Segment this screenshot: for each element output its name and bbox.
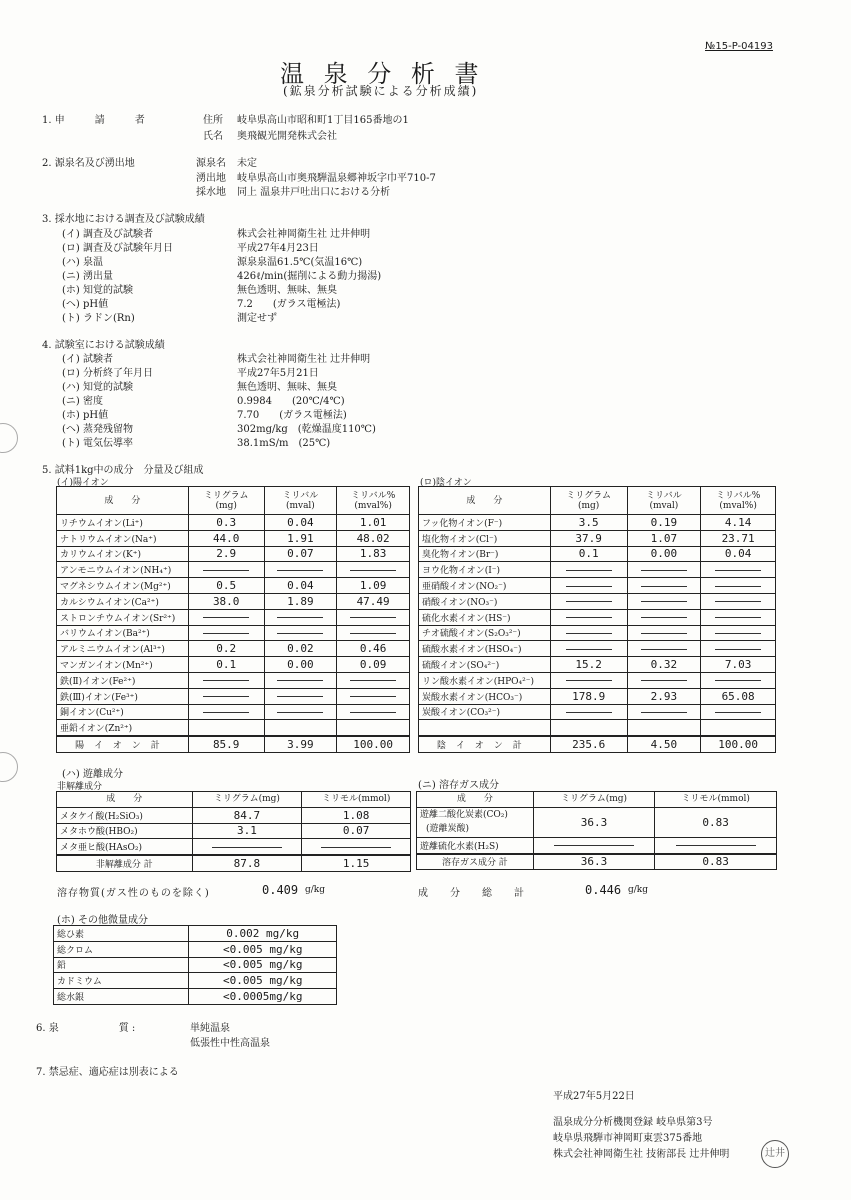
ion-mval: 1.91: [264, 530, 337, 546]
empty-cell: [627, 609, 701, 625]
total-mmol: 0.83: [655, 854, 777, 870]
empty-cell: [337, 625, 410, 641]
s4-item-key: (ヘ) 蒸発残留物: [62, 424, 133, 435]
empty-cell: [701, 672, 776, 688]
ion-pct: 1.09: [337, 578, 410, 594]
s3-item-value: 測定せず: [237, 313, 277, 324]
punch-hole-icon: [0, 752, 18, 782]
ion-mg: 44.0: [188, 530, 264, 546]
total-label: 非解離成分 計: [57, 855, 193, 871]
ion-pct: 65.08: [701, 688, 776, 704]
total-row: [419, 736, 776, 752]
col-header-name: 成 分: [419, 487, 551, 515]
ion-mg: 3.5: [550, 515, 627, 531]
empty-cell: [550, 609, 627, 625]
s4-item-value: 無色透明、無味、無臭: [237, 382, 337, 393]
empty-cell: [264, 704, 337, 720]
source-name-key: 源泉名: [196, 158, 226, 169]
trace-value: <0.005 mg/kg: [189, 973, 337, 989]
component-name: メタ亜ヒ酸(HAsO₂): [57, 839, 193, 855]
table-row: [57, 546, 410, 562]
trace-value: 0.002 mg/kg: [189, 926, 337, 942]
table-row: [54, 989, 337, 1005]
table-row: [419, 530, 776, 546]
ion-pct: 48.02: [337, 530, 410, 546]
trace-name: 鉛: [54, 957, 189, 973]
component-name: メタホウ酸(HBO₂): [57, 823, 193, 839]
empty-cell: [701, 720, 776, 736]
ion-mval: 0.07: [264, 546, 337, 562]
s3-item-value: 7.2 (ガラス電極法): [237, 299, 341, 310]
table-row: [419, 578, 776, 594]
document-number: №15-P-04193: [705, 41, 773, 52]
ion-mg: 0.3: [188, 515, 264, 531]
ion-mg: 37.9: [550, 530, 627, 546]
table-row: [57, 625, 410, 641]
issue-date: 平成27年5月22日: [553, 1091, 635, 1102]
s4-item-value: 株式会社神岡衛生社 辻井伸明: [237, 354, 371, 365]
s4-item-key: (ニ) 密度: [62, 396, 103, 407]
s4-item-value: 38.1mS/m (25℃): [237, 438, 331, 449]
col-header-mg: ミリグラム (mg): [188, 487, 264, 515]
empty-cell: [701, 641, 776, 657]
total-label: 陰イオン計: [419, 736, 551, 752]
s3-item-value: 無色透明、無味、無臭: [237, 285, 337, 296]
ion-name: バリウムイオン(Ba²⁺): [57, 625, 189, 641]
empty-cell: [337, 562, 410, 578]
empty-cell: [188, 609, 264, 625]
empty-cell: [550, 625, 627, 641]
s4-item-key: (ホ) pH値: [62, 410, 109, 421]
table-row: [57, 839, 411, 855]
undissociated-title: (ハ) 遊離成分: [62, 769, 123, 780]
ion-name: 硫化水素イオン(HS⁻): [419, 609, 551, 625]
table-row: [57, 672, 410, 688]
empty-cell: [188, 720, 264, 736]
ion-name: マグネシウムイオン(Mg²⁺): [57, 578, 189, 594]
sampling-point: 同上 温泉井戸吐出口における分析: [237, 187, 391, 198]
ion-name: [419, 720, 551, 736]
source-name: 未定: [237, 158, 257, 169]
trace-title: (ホ) その他微量成分: [57, 915, 148, 926]
component-mg: 84.7: [192, 807, 302, 823]
component-mg: 3.1: [192, 823, 302, 839]
total-label: 陽イオン計: [57, 736, 189, 752]
undissociated-table: [56, 791, 411, 872]
empty-cell: [550, 704, 627, 720]
ion-mg: 0.1: [188, 657, 264, 673]
gas-title: (ニ) 溶存ガス成分: [418, 780, 499, 791]
ion-mval: 0.00: [627, 546, 701, 562]
col-header-pct: ミリバル% (mval%): [701, 487, 776, 515]
empty-cell: [655, 837, 777, 853]
ion-name: 炭酸水素イオン(HCO₃⁻): [419, 688, 551, 704]
ion-mval: 2.93: [627, 688, 701, 704]
section-3-label: 3. 採水地における調査及び試験成績: [42, 214, 205, 225]
col-header-name: 成 分: [57, 792, 193, 808]
s4-item-key: (イ) 試験者: [62, 354, 113, 365]
table-row: [419, 562, 776, 578]
empty-cell: [188, 562, 264, 578]
s4-item-value: 0.9984 (20℃/4℃): [237, 396, 345, 407]
sampling-point-key: 採水地: [196, 187, 226, 198]
empty-cell: [192, 839, 302, 855]
table-row: [419, 515, 776, 531]
source-location-key: 湧出地: [196, 173, 226, 184]
ion-mval: 0.32: [627, 657, 701, 673]
s4-item-value: 平成27年5月21日: [237, 368, 319, 379]
table-row: [54, 973, 337, 989]
empty-cell: [627, 704, 701, 720]
ion-mg: 2.9: [188, 546, 264, 562]
col-header-mval: ミリバル (mval): [264, 487, 337, 515]
s3-item-value: 株式会社神岡衛生社 辻井伸明: [237, 229, 371, 240]
empty-cell: [550, 562, 627, 578]
trace-name: 総水銀: [54, 989, 189, 1005]
ion-pct: 1.83: [337, 546, 410, 562]
col-header-name: 成 分: [57, 487, 189, 515]
spring-type: 単純温泉: [190, 1023, 230, 1034]
empty-cell: [550, 720, 627, 736]
table-row: [419, 641, 776, 657]
ion-name: 鉄(Ⅱ)イオン(Fe²⁺): [57, 672, 189, 688]
section-4-label: 4. 試験室における試験成績: [42, 340, 165, 351]
col-header-name: 成 分: [417, 792, 534, 808]
ion-pct: 7.03: [701, 657, 776, 673]
component-mg: 36.3: [533, 807, 655, 837]
table-row: [57, 530, 410, 546]
total-row: [417, 854, 777, 870]
table-row: [419, 704, 776, 720]
ion-mval: 0.02: [264, 641, 337, 657]
ion-name: 塩化物イオン(Cl⁻): [419, 530, 551, 546]
section-1-label: 1. 申 請 者: [42, 115, 145, 126]
table-row: [419, 672, 776, 688]
trace-name: 総ひ素: [54, 926, 189, 942]
table-row: [54, 957, 337, 973]
ion-name: 亜鉛イオン(Zn²⁺): [57, 720, 189, 736]
ion-mval: 1.89: [264, 593, 337, 609]
applicant-name-key: 氏名: [203, 131, 223, 142]
col-header-mval: ミリバル (mval): [627, 487, 701, 515]
personal-seal-icon: [761, 1140, 789, 1168]
empty-cell: [701, 593, 776, 609]
s3-item-value: 源泉泉温61.5℃(気温16℃): [237, 257, 363, 268]
table-header-row: [417, 792, 777, 808]
ion-name: アンモニウムイオン(NH₄⁺): [57, 562, 189, 578]
section-7-label: 7. 禁忌症、適応症は別表による: [36, 1067, 179, 1078]
ion-name: 銅イオン(Cu²⁺): [57, 704, 189, 720]
s3-item-value: 426ℓ/min(掘削による動力揚湯): [237, 271, 382, 282]
s4-item-value: 7.70 (ガラス電極法): [237, 410, 347, 421]
dissolved-unit: g/kg: [305, 885, 326, 895]
empty-cell: [627, 625, 701, 641]
ion-name: 亜硝酸イオン(NO₂⁻): [419, 578, 551, 594]
table-row: [417, 837, 777, 853]
table-row: [57, 823, 411, 839]
trace-name: 総クロム: [54, 941, 189, 957]
component-name: 遊離硫化水素(H₂S): [417, 837, 534, 853]
ion-name: チオ硫酸イオン(S₂O₃²⁻): [419, 625, 551, 641]
ion-name: 硝酸イオン(NO₃⁻): [419, 593, 551, 609]
trace-name: カドミウム: [54, 973, 189, 989]
trace-table: [53, 925, 337, 1005]
empty-cell: [550, 593, 627, 609]
gas-co2-note: (遊離炭酸): [426, 824, 470, 835]
section-2-label: 2. 源泉名及び湧出地: [42, 158, 135, 169]
table-row: [419, 688, 776, 704]
col-header-mmol: ミリモル(mmol): [655, 792, 777, 808]
component-mmol: 0.07: [302, 823, 411, 839]
s3-item-key: (ハ) 泉温: [62, 257, 103, 268]
table-row: [419, 593, 776, 609]
empty-cell: [188, 672, 264, 688]
total-pct: 100.00: [337, 736, 410, 752]
gas-co2-name: 遊離二酸化炭素(CO₂): [420, 810, 508, 821]
total-mval: 4.50: [627, 736, 701, 752]
empty-cell: [264, 609, 337, 625]
ion-name: 鉄(Ⅲ)イオン(Fe³⁺): [57, 688, 189, 704]
empty-cell: [701, 562, 776, 578]
ion-name: カルシウムイオン(Ca²⁺): [57, 593, 189, 609]
trace-value: <0.005 mg/kg: [189, 957, 337, 973]
empty-cell: [337, 609, 410, 625]
empty-cell: [627, 641, 701, 657]
ion-mg: 0.5: [188, 578, 264, 594]
s3-item-key: (ロ) 調査及び試験年月日: [62, 243, 173, 254]
total-components-value: 0.446: [585, 883, 622, 897]
total-mg: 85.9: [188, 736, 264, 752]
table-row: [57, 807, 411, 823]
ion-mg: 0.2: [188, 641, 264, 657]
table-row: [419, 625, 776, 641]
ion-name: フッ化物イオン(F⁻): [419, 515, 551, 531]
empty-cell: [533, 837, 655, 853]
table-row: [57, 593, 410, 609]
ion-pct: 23.71: [701, 530, 776, 546]
empty-cell: [264, 672, 337, 688]
applicant-address-key: 住所: [203, 115, 223, 126]
ion-pct: 1.01: [337, 515, 410, 531]
table-row: [57, 720, 410, 736]
col-header-mmol: ミリモル(mmol): [302, 792, 411, 808]
table-row: [57, 641, 410, 657]
dissolved-value: 0.409: [262, 883, 299, 897]
table-row: [419, 657, 776, 673]
ion-pct: 0.04: [701, 546, 776, 562]
ion-mval: 0.04: [264, 578, 337, 594]
issuer-address: 岐阜県飛騨市神岡町東雲375番地: [553, 1133, 703, 1144]
component-mmol: 0.83: [655, 807, 777, 837]
table-row: [419, 720, 776, 736]
total-row: [57, 736, 410, 752]
s4-item-key: (ロ) 分析終了年月日: [62, 368, 153, 379]
ion-mg: 0.1: [550, 546, 627, 562]
empty-cell: [188, 688, 264, 704]
empty-cell: [264, 562, 337, 578]
col-header-pct: ミリバル% (mval%): [337, 487, 410, 515]
ion-name: ストロンチウムイオン(Sr²⁺): [57, 609, 189, 625]
table-row: [419, 609, 776, 625]
table-row: [57, 688, 410, 704]
seal-text: 辻井: [765, 1148, 785, 1159]
empty-cell: [302, 839, 411, 855]
punch-hole-icon: [0, 423, 18, 453]
applicant-address: 岐阜県高山市昭和町1丁目165番地の1: [237, 115, 409, 126]
s4-item-key: (ト) 電気伝導率: [62, 438, 133, 449]
ion-mg: 178.9: [550, 688, 627, 704]
component-mmol: 1.08: [302, 807, 411, 823]
total-pct: 100.00: [701, 736, 776, 752]
ion-pct: 0.09: [337, 657, 410, 673]
anion-table: [418, 486, 776, 753]
ion-pct: 4.14: [701, 515, 776, 531]
table-row: [54, 926, 337, 942]
total-mg: 235.6: [550, 736, 627, 752]
empty-cell: [701, 609, 776, 625]
empty-cell: [188, 625, 264, 641]
table-row: [57, 515, 410, 531]
document-subtitle: (鉱泉分析試験による分析成績): [283, 84, 479, 98]
gas-table: [416, 791, 777, 870]
s3-item-key: (ト) ラドン(Rn): [62, 313, 135, 324]
ion-mval: 0.04: [264, 515, 337, 531]
applicant-name: 奥飛観光開発株式会社: [237, 131, 337, 142]
source-location: 岐阜県高山市奥飛騨温泉郷神坂字巾平710-7: [237, 173, 436, 184]
empty-cell: [627, 578, 701, 594]
ion-mval: 1.07: [627, 530, 701, 546]
total-row: [57, 855, 411, 871]
s4-item-key: (ハ) 知覚的試験: [62, 382, 133, 393]
ion-name: リチウムイオン(Li⁺): [57, 515, 189, 531]
empty-cell: [337, 704, 410, 720]
col-header-mg: ミリグラム(mg): [192, 792, 302, 808]
undissociated-subtitle: 非解離成分: [57, 782, 103, 792]
ion-name: カリウムイオン(K⁺): [57, 546, 189, 562]
s3-item-key: (イ) 調査及び試験者: [62, 229, 153, 240]
total-mmol: 1.15: [302, 855, 411, 871]
component-name: メタケイ酸(H₂SiO₃): [57, 807, 193, 823]
ion-mval: 0.19: [627, 515, 701, 531]
empty-cell: [337, 688, 410, 704]
cation-table: [56, 486, 410, 753]
section-5-label: 5. 試料1kg中の成分 分量及び組成: [42, 465, 204, 476]
col-header-mg: ミリグラム (mg): [550, 487, 627, 515]
ion-name: アルミニウムイオン(Al³⁺): [57, 641, 189, 657]
table-row: [57, 562, 410, 578]
ion-mg: 38.0: [188, 593, 264, 609]
section-6-label: 6. 泉 質 :: [36, 1023, 136, 1034]
ion-mg: 15.2: [550, 657, 627, 673]
empty-cell: [550, 641, 627, 657]
table-row: [57, 609, 410, 625]
ion-pct: 0.46: [337, 641, 410, 657]
empty-cell: [701, 704, 776, 720]
empty-cell: [264, 720, 337, 736]
empty-cell: [264, 625, 337, 641]
empty-cell: [701, 578, 776, 594]
ion-name: ヨウ化物イオン(I⁻): [419, 562, 551, 578]
ion-mval: 0.00: [264, 657, 337, 673]
empty-cell: [627, 720, 701, 736]
col-header-mg: ミリグラム(mg): [533, 792, 655, 808]
document-title: 温 泉 分 析 書: [280, 60, 485, 88]
trace-value: <0.0005mg/kg: [189, 989, 337, 1005]
ion-name: 硫酸イオン(SO₄²⁻): [419, 657, 551, 673]
total-components-unit: g/kg: [628, 885, 649, 895]
total-components-label: 成 分 総 計: [418, 888, 530, 899]
empty-cell: [627, 672, 701, 688]
trace-value: <0.005 mg/kg: [189, 941, 337, 957]
registration-line: 温泉成分分析機関登録 岐阜県第3号: [553, 1117, 713, 1128]
ion-name: ナトリウムイオン(Na⁺): [57, 530, 189, 546]
table-row: [57, 657, 410, 673]
ion-name: マンガンイオン(Mn²⁺): [57, 657, 189, 673]
anion-table-title: (ロ)陰イオン: [420, 478, 472, 488]
total-label: 溶存ガス成分 計: [417, 854, 534, 870]
ion-pct: 47.49: [337, 593, 410, 609]
s3-item-key: (ニ) 湧出量: [62, 271, 113, 282]
total-mval: 3.99: [264, 736, 337, 752]
table-row: [57, 578, 410, 594]
table-row: [57, 704, 410, 720]
empty-cell: [188, 704, 264, 720]
empty-cell: [701, 625, 776, 641]
empty-cell: [550, 672, 627, 688]
table-row: [419, 546, 776, 562]
ion-name: 硫酸水素イオン(HSO₄⁻): [419, 641, 551, 657]
empty-cell: [627, 593, 701, 609]
empty-cell: [627, 562, 701, 578]
cation-table-title: (イ)陽イオン: [57, 478, 109, 488]
empty-cell: [264, 688, 337, 704]
empty-cell: [550, 578, 627, 594]
s3-item-key: (ヘ) pH値: [62, 299, 109, 310]
spring-classification: 低張性中性高温泉: [190, 1038, 270, 1049]
ion-name: 臭化物イオン(Br⁻): [419, 546, 551, 562]
s4-item-value: 302mg/kg (乾燥温度110℃): [237, 424, 376, 435]
s3-item-key: (ホ) 知覚的試験: [62, 285, 133, 296]
ion-name: 炭酸イオン(CO₃²⁻): [419, 704, 551, 720]
s3-item-value: 平成27年4月23日: [237, 243, 319, 254]
table-row: [417, 807, 777, 837]
issuer-signatory: 株式会社神岡衛生社 技術部長 辻井伸明: [553, 1149, 730, 1160]
ion-name: リン酸水素イオン(HPO₄²⁻): [419, 672, 551, 688]
component-name: [417, 807, 534, 837]
table-header-row: [57, 792, 411, 808]
table-row: [54, 941, 337, 957]
total-mg: 87.8: [192, 855, 302, 871]
empty-cell: [337, 720, 410, 736]
empty-cell: [337, 672, 410, 688]
total-mg: 36.3: [533, 854, 655, 870]
dissolved-label: 溶存物質(ガス性のものを除く): [57, 888, 210, 899]
